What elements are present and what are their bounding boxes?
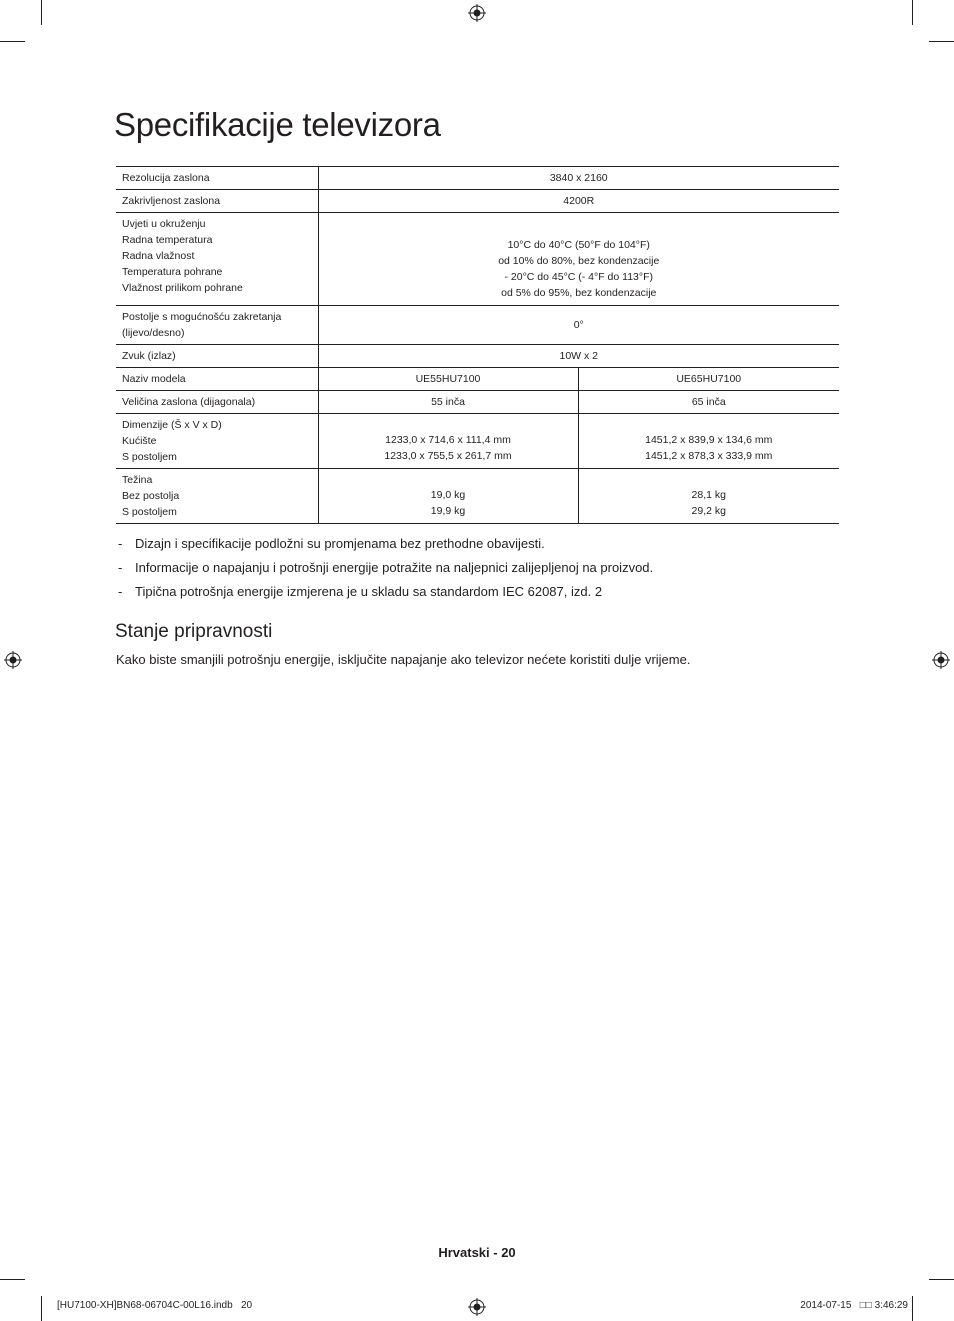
value-line: - 20°C do 45°C (- 4°F do 113°F) bbox=[504, 271, 653, 283]
value-line: od 10% do 80%, bez kondenzacije bbox=[498, 255, 660, 267]
model-2-value: UE65HU7100 bbox=[578, 368, 839, 391]
page-number: Hrvatski - 20 bbox=[438, 1245, 516, 1260]
row-label bbox=[116, 469, 318, 524]
value-line: 1233,0 x 755,5 x 261,7 mm bbox=[384, 450, 512, 462]
dash-bullet: - bbox=[118, 584, 123, 599]
table-row bbox=[116, 469, 839, 524]
note-text: Tipična potrošnja energije izmjerena je u skladu sa standardom IEC 62087, izd. 2 bbox=[135, 584, 603, 599]
table-row bbox=[116, 213, 839, 306]
crop-mark bbox=[912, 0, 913, 25]
row-label: Rezolucija zaslona bbox=[122, 172, 210, 184]
note-text: Dizajn i specifikacije podložni su promjenama bez prethodne obavijesti. bbox=[135, 536, 545, 551]
registration-mark-icon bbox=[468, 4, 486, 22]
list-item bbox=[116, 560, 653, 584]
row-label bbox=[116, 213, 318, 306]
registration-mark-icon bbox=[4, 651, 22, 669]
table-row bbox=[116, 414, 839, 469]
model-1-value bbox=[318, 469, 578, 524]
row-label bbox=[116, 414, 318, 469]
row-value: 0° bbox=[318, 306, 839, 345]
table-row bbox=[116, 368, 839, 391]
section-text: Kako biste smanjili potrošnju energije, isključite napajanje ako televizor nećete koristiti dulje vrijeme. bbox=[116, 652, 691, 667]
spec-table bbox=[116, 166, 839, 524]
crop-mark bbox=[41, 0, 42, 25]
crop-mark bbox=[0, 1279, 25, 1280]
label-line: Vlažnost prilikom pohrane bbox=[122, 282, 243, 294]
row-label: Zakrivljenost zaslona bbox=[116, 190, 318, 213]
model-2-value bbox=[578, 469, 839, 524]
row-value bbox=[318, 213, 839, 306]
model-2-value bbox=[578, 414, 839, 469]
value-line: 19,0 kg bbox=[430, 489, 466, 501]
value-line: 10°C do 40°C (50°F do 104°F) bbox=[507, 239, 650, 251]
list-item bbox=[116, 536, 653, 560]
model-1-value: 55 inča bbox=[318, 391, 578, 414]
label-line: Dimenzije (Š x V x D) bbox=[122, 419, 222, 431]
section-heading: Stanje pripravnosti bbox=[115, 621, 273, 642]
label-line: Težina bbox=[122, 474, 153, 486]
value-line: 19,9 kg bbox=[430, 505, 466, 517]
crop-mark bbox=[929, 41, 954, 42]
value-line: 1451,2 x 878,3 x 333,9 mm bbox=[645, 450, 773, 462]
value-line: 28,1 kg bbox=[691, 489, 726, 501]
row-label bbox=[116, 306, 318, 345]
label-line: Kućište bbox=[122, 435, 157, 447]
table-row bbox=[116, 391, 839, 414]
registration-mark-icon bbox=[932, 651, 950, 669]
label-line: S postoljem bbox=[122, 451, 177, 463]
row-label: Zvuk (izlaz) bbox=[116, 345, 318, 368]
label-line: Uvjeti u okruženju bbox=[122, 218, 206, 230]
value-line: 1451,2 x 839,9 x 134,6 mm bbox=[645, 434, 773, 446]
note-text: Informacije o napajanju i potrošnji energije potražite na naljepnici zalijepljenoj na proizvod. bbox=[135, 560, 654, 575]
label-line: S postoljem bbox=[122, 506, 177, 518]
notes-list bbox=[116, 536, 653, 608]
dash-bullet: - bbox=[118, 536, 123, 551]
row-label: Naziv modela bbox=[116, 368, 318, 391]
dash-bullet: - bbox=[118, 560, 123, 575]
value-line: 1233,0 x 714,6 x 111,4 mm bbox=[385, 434, 511, 446]
list-item bbox=[116, 584, 653, 608]
label-line: Radna vlažnost bbox=[122, 250, 195, 262]
value-line: od 5% do 95%, bez kondenzacije bbox=[501, 287, 657, 299]
crop-mark bbox=[912, 1296, 913, 1321]
model-2-value: 65 inča bbox=[578, 391, 839, 414]
crop-mark bbox=[41, 1296, 42, 1321]
label-line: Bez postolja bbox=[122, 490, 180, 502]
model-1-value bbox=[318, 414, 578, 469]
label-line: Postolje s mogućnošću zakretanja bbox=[122, 311, 282, 323]
value-line: 29,2 kg bbox=[691, 505, 726, 517]
footer-file: [HU7100-XH]BN68-06704C-00L16.indb 20 bbox=[57, 1300, 253, 1311]
crop-mark bbox=[929, 1279, 954, 1280]
table-row bbox=[116, 306, 839, 345]
label-line: Temperatura pohrane bbox=[122, 266, 223, 278]
registration-mark-icon bbox=[468, 1298, 486, 1316]
page-title: Specifikacije televizora bbox=[114, 106, 441, 143]
footer-timestamp: 2014-07-15 □□ 3:46:29 bbox=[800, 1300, 908, 1311]
crop-mark bbox=[0, 41, 25, 42]
row-value: 10W x 2 bbox=[318, 345, 839, 368]
row-value: 4200R bbox=[318, 190, 839, 213]
row-label: Veličina zaslona (dijagonala) bbox=[116, 391, 318, 414]
label-line: Radna temperatura bbox=[122, 234, 213, 246]
table-row bbox=[116, 190, 839, 213]
model-1-value: UE55HU7100 bbox=[318, 368, 578, 391]
row-value: 3840 x 2160 bbox=[318, 167, 839, 190]
label-line: (lijevo/desno) bbox=[122, 327, 185, 339]
table-row bbox=[116, 167, 839, 190]
table-row bbox=[116, 345, 839, 368]
